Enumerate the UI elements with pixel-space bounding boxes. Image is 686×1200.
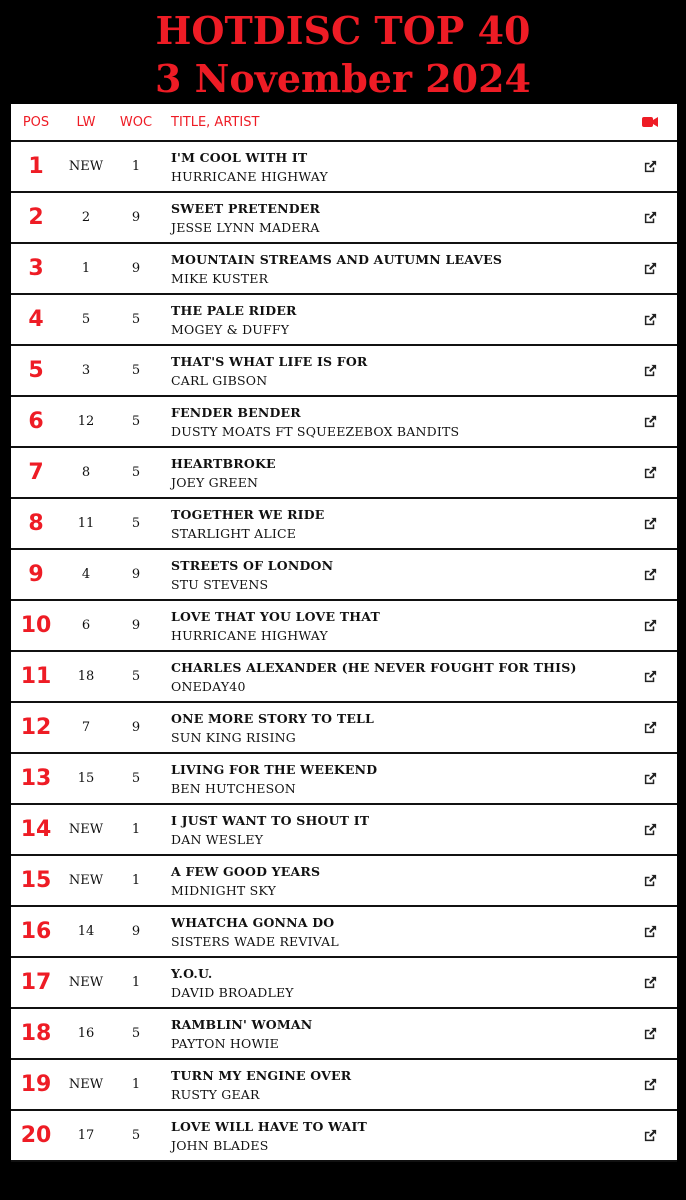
position: 4 bbox=[28, 307, 44, 332]
last-week: 15 bbox=[77, 771, 95, 786]
title-artist-cell bbox=[161, 762, 623, 796]
song-title: ONE MORE STORY TO TELL bbox=[171, 710, 375, 726]
song-title: I'M COOL WITH IT bbox=[171, 149, 308, 165]
position: 8 bbox=[28, 511, 44, 536]
column-header-lw[interactable]: LW bbox=[76, 114, 96, 130]
external-link-icon[interactable] bbox=[623, 618, 677, 633]
song-title: Y.O.U. bbox=[171, 965, 213, 981]
table-row[interactable] bbox=[11, 142, 677, 193]
song-title: RAMBLIN' WOMAN bbox=[171, 1016, 313, 1032]
external-link-icon[interactable] bbox=[623, 1026, 677, 1041]
artist-name: MIKE KUSTER bbox=[171, 270, 269, 286]
title-artist-cell bbox=[161, 609, 623, 643]
weeks-on-chart: 9 bbox=[131, 210, 141, 225]
table-row[interactable] bbox=[11, 550, 677, 601]
last-week: 16 bbox=[77, 1026, 95, 1041]
last-week: 11 bbox=[77, 516, 95, 531]
title-artist-cell bbox=[161, 405, 623, 439]
song-title: A FEW GOOD YEARS bbox=[171, 863, 321, 879]
artist-name: DAVID BROADLEY bbox=[171, 984, 294, 1000]
table-body bbox=[11, 142, 677, 1162]
song-title: STREETS OF LONDON bbox=[171, 557, 334, 573]
artist-name: SUN KING RISING bbox=[171, 729, 296, 745]
last-week: NEW bbox=[68, 822, 104, 837]
weeks-on-chart: 5 bbox=[131, 363, 141, 378]
table-row[interactable] bbox=[11, 958, 677, 1009]
song-title: CHARLES ALEXANDER (HE NEVER FOUGHT FOR THIS) bbox=[171, 659, 577, 675]
artist-name: JOEY GREEN bbox=[171, 474, 259, 490]
column-header-title-artist[interactable]: TITLE, ARTIST bbox=[171, 114, 260, 130]
column-header-pos[interactable]: POS bbox=[22, 114, 50, 130]
table-row[interactable] bbox=[11, 244, 677, 295]
chart-table bbox=[10, 104, 678, 1162]
song-title: SWEET PRETENDER bbox=[171, 200, 321, 216]
position: 18 bbox=[20, 1021, 52, 1046]
table-row[interactable] bbox=[11, 856, 677, 907]
last-week: 8 bbox=[81, 465, 91, 480]
column-header-woc[interactable]: WOC bbox=[119, 114, 153, 130]
table-row[interactable] bbox=[11, 703, 677, 754]
external-link-icon[interactable] bbox=[623, 567, 677, 582]
title-artist-cell bbox=[161, 864, 623, 898]
table-row[interactable] bbox=[11, 193, 677, 244]
song-title: MOUNTAIN STREAMS AND AUTUMN LEAVES bbox=[171, 251, 503, 267]
artist-name: JOHN BLADES bbox=[171, 1137, 269, 1153]
title-artist-cell bbox=[161, 456, 623, 490]
song-title: I JUST WANT TO SHOUT IT bbox=[171, 812, 370, 828]
artist-name: CARL GIBSON bbox=[171, 372, 268, 388]
weeks-on-chart: 5 bbox=[131, 312, 141, 327]
table-row[interactable] bbox=[11, 805, 677, 856]
artist-name: DAN WESLEY bbox=[171, 831, 264, 847]
weeks-on-chart: 1 bbox=[131, 159, 141, 174]
song-title: WHATCHA GONNA DO bbox=[171, 914, 335, 930]
last-week: 17 bbox=[77, 1128, 95, 1143]
position: 17 bbox=[20, 970, 52, 995]
last-week: NEW bbox=[68, 159, 104, 174]
song-title: LOVE THAT YOU LOVE THAT bbox=[171, 608, 380, 624]
weeks-on-chart: 5 bbox=[131, 516, 141, 531]
external-link-icon[interactable] bbox=[623, 465, 677, 480]
position: 5 bbox=[28, 358, 44, 383]
song-title: TOGETHER WE RIDE bbox=[171, 506, 325, 522]
weeks-on-chart: 5 bbox=[131, 1128, 141, 1143]
weeks-on-chart: 1 bbox=[131, 873, 141, 888]
song-title: FENDER BENDER bbox=[171, 404, 301, 420]
position: 16 bbox=[20, 919, 52, 944]
table-row[interactable] bbox=[11, 1111, 677, 1162]
last-week: NEW bbox=[68, 1077, 104, 1092]
artist-name: BEN HUTCHESON bbox=[171, 780, 296, 796]
external-link-icon[interactable] bbox=[623, 1128, 677, 1143]
table-row[interactable] bbox=[11, 499, 677, 550]
position: 2 bbox=[28, 205, 44, 230]
external-link-icon[interactable] bbox=[623, 975, 677, 990]
last-week: 2 bbox=[81, 210, 91, 225]
weeks-on-chart: 5 bbox=[131, 1026, 141, 1041]
position: 14 bbox=[20, 817, 52, 842]
artist-name: RUSTY GEAR bbox=[171, 1086, 260, 1102]
title-artist-cell bbox=[161, 1017, 623, 1051]
artist-name: HURRICANE HIGHWAY bbox=[171, 627, 328, 643]
song-title: THAT'S WHAT LIFE IS FOR bbox=[171, 353, 368, 369]
table-header-row bbox=[11, 104, 677, 142]
table-row[interactable] bbox=[11, 754, 677, 805]
weeks-on-chart: 1 bbox=[131, 975, 141, 990]
position: 13 bbox=[20, 766, 52, 791]
position: 11 bbox=[20, 664, 52, 689]
external-link-icon[interactable] bbox=[623, 414, 677, 429]
weeks-on-chart: 5 bbox=[131, 771, 141, 786]
artist-name: ONEDAY40 bbox=[171, 678, 246, 694]
last-week: 4 bbox=[81, 567, 91, 582]
artist-name: DUSTY MOATS FT SQUEEZEBOX BANDITS bbox=[171, 423, 460, 439]
table-row[interactable] bbox=[11, 652, 677, 703]
external-link-icon[interactable] bbox=[623, 516, 677, 531]
title-artist-cell bbox=[161, 1068, 623, 1102]
last-week: 1 bbox=[81, 261, 91, 276]
artist-name: MOGEY & DUFFY bbox=[171, 321, 290, 337]
title-artist-cell bbox=[161, 966, 623, 1000]
last-week: 12 bbox=[77, 414, 95, 429]
last-week: NEW bbox=[68, 975, 104, 990]
position: 15 bbox=[20, 868, 52, 893]
artist-name: STU STEVENS bbox=[171, 576, 269, 592]
artist-name: MIDNIGHT SKY bbox=[171, 882, 277, 898]
table-row[interactable] bbox=[11, 295, 677, 346]
title-artist-cell bbox=[161, 915, 623, 949]
position: 20 bbox=[20, 1123, 52, 1148]
artist-name: JESSE LYNN MADERA bbox=[171, 219, 320, 235]
table-row[interactable] bbox=[11, 346, 677, 397]
title-artist-cell bbox=[161, 303, 623, 337]
weeks-on-chart: 9 bbox=[131, 618, 141, 633]
title-artist-cell bbox=[161, 252, 623, 286]
song-title: TURN MY ENGINE OVER bbox=[171, 1067, 352, 1083]
position: 3 bbox=[28, 256, 44, 281]
artist-name: SISTERS WADE REVIVAL bbox=[171, 933, 339, 949]
song-title: THE PALE RIDER bbox=[171, 302, 297, 318]
song-title: HEARTBROKE bbox=[171, 455, 276, 471]
external-link-icon[interactable] bbox=[623, 873, 677, 888]
position: 1 bbox=[28, 154, 44, 179]
song-title: LOVE WILL HAVE TO WAIT bbox=[171, 1118, 368, 1134]
external-link-icon[interactable] bbox=[623, 261, 677, 276]
external-link-icon[interactable] bbox=[623, 363, 677, 378]
last-week: 18 bbox=[77, 669, 95, 684]
weeks-on-chart: 5 bbox=[131, 414, 141, 429]
external-link-icon[interactable] bbox=[623, 771, 677, 786]
last-week: NEW bbox=[68, 873, 104, 888]
last-week: 7 bbox=[81, 720, 91, 735]
external-link-icon[interactable] bbox=[623, 924, 677, 939]
external-link-icon[interactable] bbox=[623, 669, 677, 684]
chart-title: HOTDISC TOP 40 bbox=[155, 8, 531, 53]
artist-name: PAYTON HOWIE bbox=[171, 1035, 279, 1051]
title-artist-cell bbox=[161, 507, 623, 541]
position: 12 bbox=[20, 715, 52, 740]
table-row[interactable] bbox=[11, 1009, 677, 1060]
table-row[interactable] bbox=[11, 907, 677, 958]
last-week: 3 bbox=[81, 363, 91, 378]
last-week: 6 bbox=[81, 618, 91, 633]
weeks-on-chart: 9 bbox=[131, 924, 141, 939]
title-artist-cell bbox=[161, 660, 623, 694]
song-title: LIVING FOR THE WEEKEND bbox=[171, 761, 378, 777]
external-link-icon[interactable] bbox=[623, 210, 677, 225]
position: 9 bbox=[28, 562, 44, 587]
chart-date: 3 November 2024 bbox=[155, 56, 531, 101]
external-link-icon[interactable] bbox=[623, 159, 677, 174]
position: 19 bbox=[20, 1072, 52, 1097]
title-artist-cell bbox=[161, 354, 623, 388]
external-link-icon[interactable] bbox=[623, 720, 677, 735]
title-artist-cell bbox=[161, 711, 623, 745]
table-row[interactable] bbox=[11, 448, 677, 499]
position: 10 bbox=[20, 613, 52, 638]
weeks-on-chart: 5 bbox=[131, 465, 141, 480]
weeks-on-chart: 9 bbox=[131, 720, 141, 735]
title-artist-cell bbox=[161, 150, 623, 184]
title-artist-cell bbox=[161, 558, 623, 592]
table-row[interactable] bbox=[11, 601, 677, 652]
last-week: 14 bbox=[77, 924, 95, 939]
chart-header bbox=[0, 0, 686, 104]
table-row[interactable] bbox=[11, 1060, 677, 1111]
external-link-icon[interactable] bbox=[623, 312, 677, 327]
title-artist-cell bbox=[161, 1119, 623, 1153]
weeks-on-chart: 1 bbox=[131, 1077, 141, 1092]
weeks-on-chart: 1 bbox=[131, 822, 141, 837]
artist-name: HURRICANE HIGHWAY bbox=[171, 168, 328, 184]
video-camera-icon[interactable] bbox=[623, 116, 677, 128]
last-week: 5 bbox=[81, 312, 91, 327]
title-artist-cell bbox=[161, 201, 623, 235]
title-artist-cell bbox=[161, 813, 623, 847]
weeks-on-chart: 9 bbox=[131, 567, 141, 582]
external-link-icon[interactable] bbox=[623, 1077, 677, 1092]
table-row[interactable] bbox=[11, 397, 677, 448]
weeks-on-chart: 9 bbox=[131, 261, 141, 276]
weeks-on-chart: 5 bbox=[131, 669, 141, 684]
position: 6 bbox=[28, 409, 44, 434]
external-link-icon[interactable] bbox=[623, 822, 677, 837]
artist-name: STARLIGHT ALICE bbox=[171, 525, 297, 541]
position: 7 bbox=[28, 460, 44, 485]
